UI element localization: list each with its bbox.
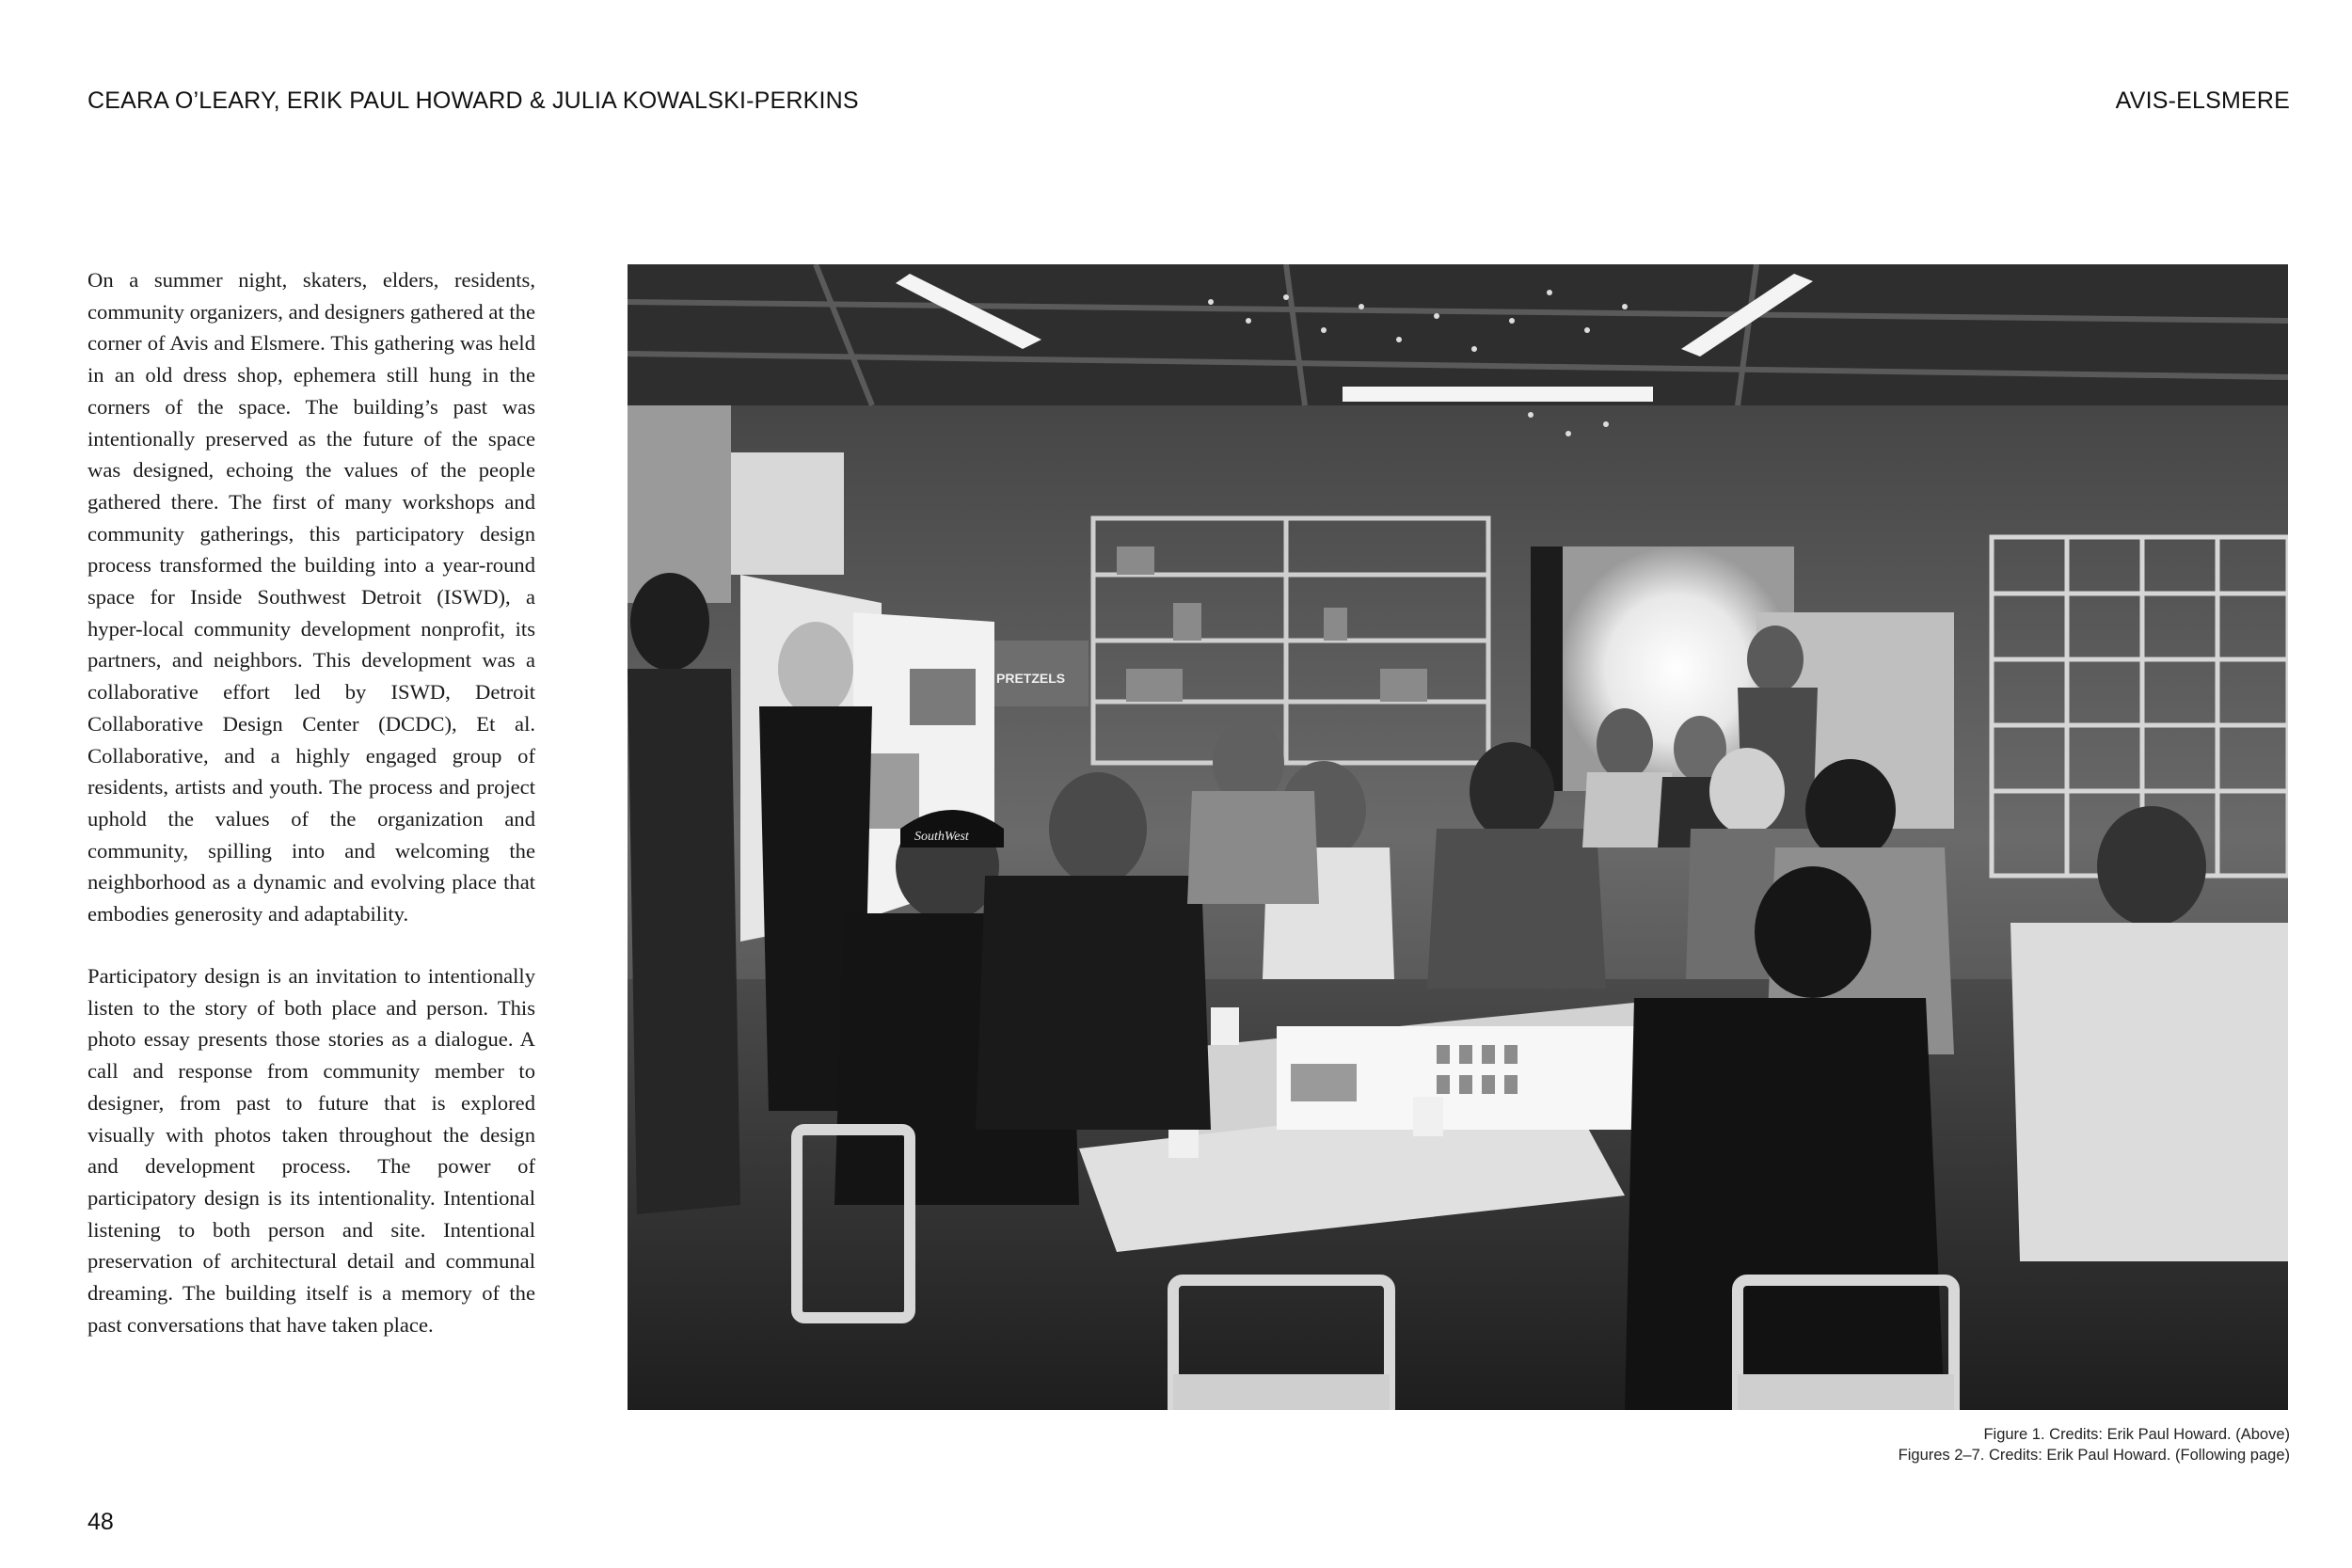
cap-logo-text: SouthWest (914, 830, 969, 844)
figure-1-photo (628, 264, 2288, 1410)
caption-line-1: Figure 1. Credits: Erik Paul Howard. (Above) (1983, 1426, 2290, 1443)
running-head-title: AVIS-ELSMERE (2115, 87, 2290, 114)
body-paragraph-2: Participatory design is an invitation to intentionally listen to the story of both place and person. This photo essay presents those stories as a dialogue. A call and response from community member to designer, from past to future that is explored visually with photos taken throughout the design and development process. The power of participatory design is its intentionality. Intentional listening to both person and site. Intentional preservation of architectural detail and communal dreaming. The building itself is a memory of the past conversations that have taken place. (87, 964, 535, 1337)
caption-line-2: Figures 2–7. Credits: Erik Paul Howard. (Following page) (1898, 1447, 2290, 1464)
running-head-authors: CEARA O’LEARY, ERIK PAUL HOWARD & JULIA KOWALSKI-PERKINS (87, 87, 859, 114)
workshop-photo-illustration (628, 264, 2288, 1410)
figure-caption (1899, 1424, 2290, 1465)
body-paragraph-1: On a summer night, skaters, elders, residents, community organizers, and designers gathered at the corner of Avis and Elsmere. This gathering was held in an old dress shop, ephemera still hung in the corners of the space. The building’s past was intentionally preserved as the future of the space was designed, echoing the values of the people gathered there. The first of many workshops and community gatherings, this participatory design process transformed the building into a year-round space for Inside Southwest Detroit (ISWD), a hyper-local community development nonprofit, its partners, and neighbors. This development was a collaborative effort led by ISWD, Detroit Collaborative Design Center (DCDC), Et al. Collaborative, and a highly engaged group of residents, artists and youth. The process and project uphold the values of the organization and community, spilling into and welcoming the neighborhood as a dynamic and evolving place that embodies generosity and adaptability. (87, 268, 535, 927)
pretzels-box-label: PRETZELS (996, 671, 1066, 686)
page-number: 48 (87, 1509, 114, 1535)
ceiling (628, 264, 2288, 405)
